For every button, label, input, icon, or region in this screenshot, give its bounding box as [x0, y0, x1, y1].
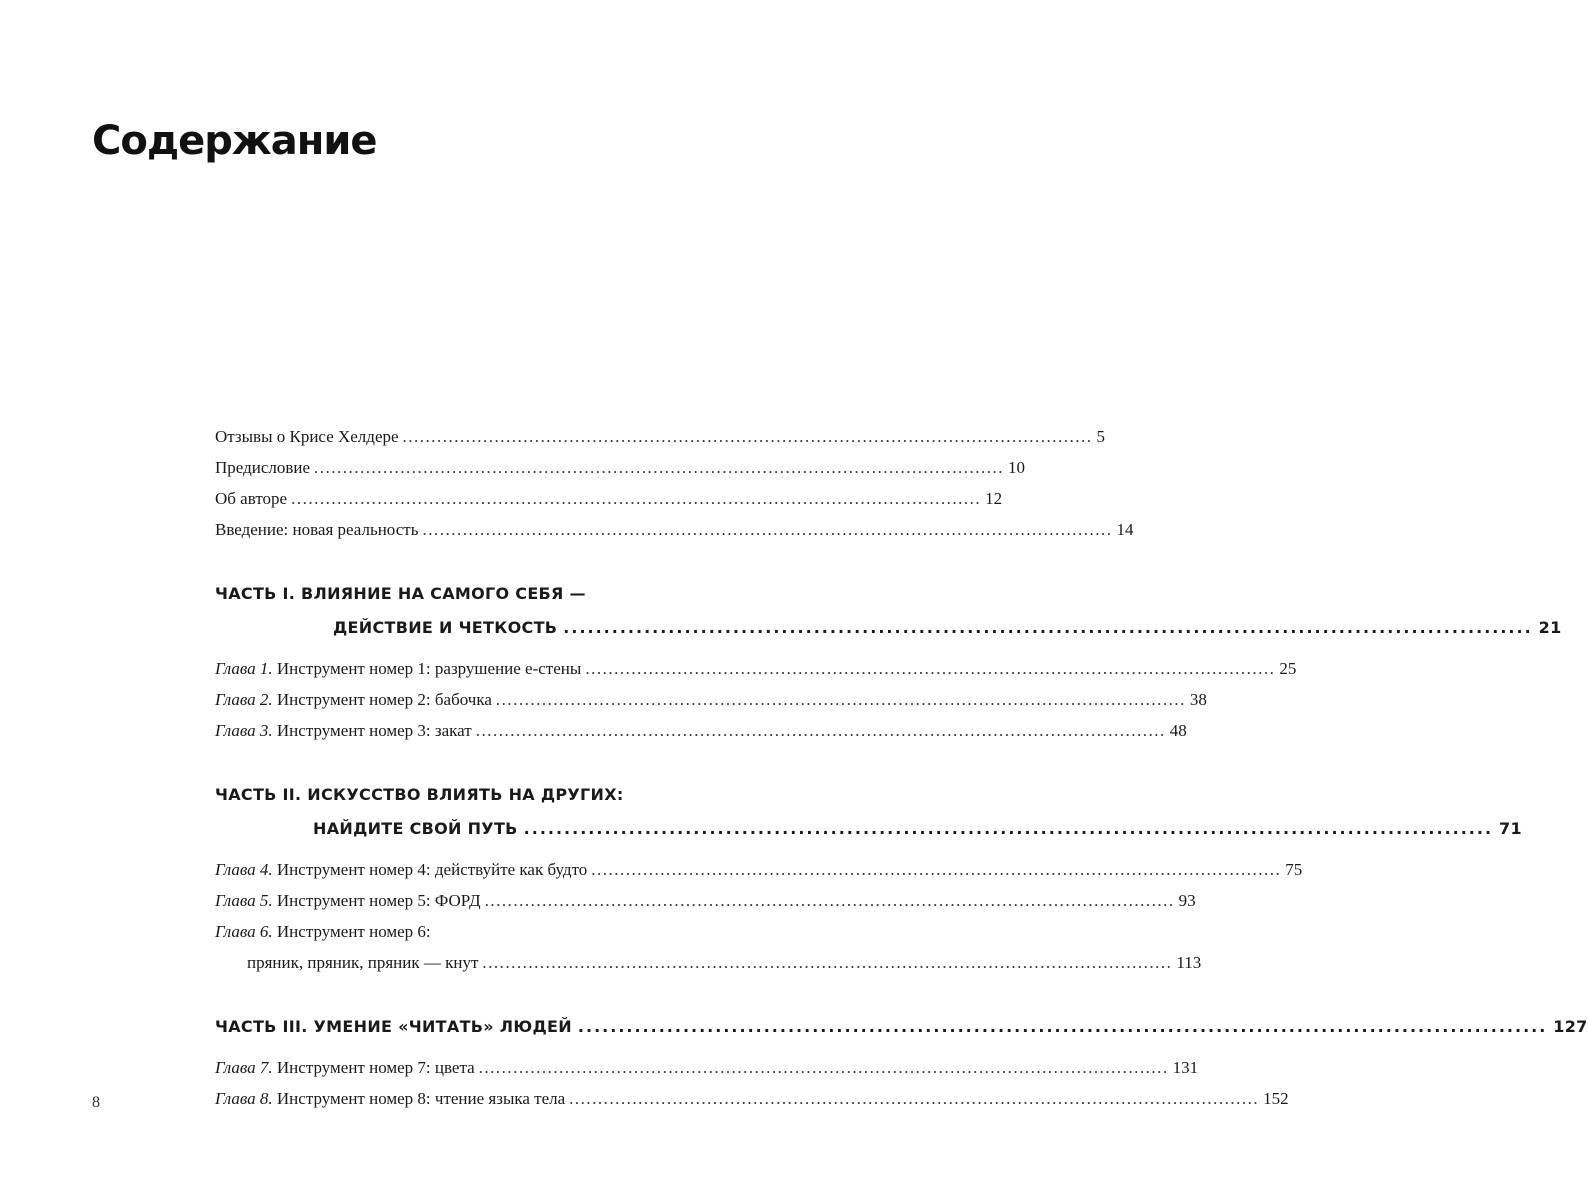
toc-page-number: 38 — [1189, 690, 1207, 709]
toc-chapter-6[interactable] — [215, 916, 802, 947]
toc-entry-text — [215, 715, 472, 746]
toc-entry-text: Об авторе — [215, 489, 288, 508]
toc-page-number: 25 — [1279, 659, 1297, 678]
leader-dots: ........................................................................................................................ — [291, 489, 982, 508]
part-heading-text: НАЙДИТЕ СВОЙ ПУТЬ — [313, 819, 518, 838]
chapter-label: Глава 7. — [215, 1058, 273, 1077]
toc-page-number: 93 — [1178, 891, 1196, 910]
toc-page-number: 113 — [1176, 953, 1202, 972]
toc-entry-reviews[interactable] — [215, 421, 1106, 452]
toc-page-number: 71 — [1499, 819, 1522, 838]
leader-dots: ........................................................................................................................ — [482, 953, 1173, 972]
toc-chapter-2[interactable] — [215, 684, 1207, 715]
leader-dots: ........................................................................................................................ — [591, 860, 1282, 879]
toc-entry-text — [215, 653, 581, 684]
chapter-title: Инструмент номер 8: чтение языка тела — [272, 1089, 566, 1108]
chapter-title: Инструмент номер 5: ФОРД — [272, 891, 481, 910]
toc-entry-text — [215, 684, 492, 715]
toc-entry-text — [215, 916, 431, 947]
leader-dots: ........................................................................................................................ — [478, 1058, 1169, 1077]
chapter-title: Инструмент номер 1: разрушение е-стены — [272, 659, 582, 678]
toc-chapter-5[interactable] — [215, 885, 1196, 916]
part-heading[interactable] — [215, 1010, 1588, 1044]
toc-chapter-8[interactable] — [215, 1083, 1289, 1114]
toc-part-3 — [215, 1010, 1588, 1114]
leader-dots: ........................................................................................................................ — [495, 690, 1186, 709]
toc-chapter-1[interactable] — [215, 653, 1297, 684]
toc-entry-about-author[interactable] — [215, 483, 1003, 514]
chapter-title: Инструмент номер 2: бабочка — [272, 690, 492, 709]
part-heading[interactable]: ЧАСТЬ II. ИСКУССТВО ВЛИЯТЬ НА ДРУГИХ: — [215, 785, 624, 804]
toc-page-number: 48 — [1169, 721, 1187, 740]
leader-dots: ........................................................................................................................ — [563, 618, 1533, 637]
chapter-label: Глава 4. — [215, 860, 273, 879]
toc-chapter-7[interactable] — [215, 1052, 1199, 1083]
toc-page-number: 127 — [1553, 1017, 1588, 1036]
toc-entry-text: Предисловие — [215, 458, 311, 477]
toc-page-number: 75 — [1285, 860, 1303, 879]
toc-entry-text — [215, 1052, 475, 1083]
toc-page-number: 21 — [1538, 618, 1562, 637]
chapter-label: Глава 3. — [215, 721, 273, 740]
toc-chapter-4[interactable] — [215, 854, 1303, 885]
toc-entry-introduction[interactable] — [215, 514, 1134, 545]
leader-dots: ........................................................................................................................ — [475, 721, 1166, 740]
leader-dots: ........................................................................................................................ — [523, 819, 1494, 838]
table-of-contents — [215, 421, 1588, 1114]
toc-entry-text: Введение: новая реальность — [215, 520, 419, 539]
chapter-label: Глава 1. — [215, 659, 273, 678]
page-title: Содержание — [92, 118, 377, 164]
leader-dots: ........................................................................................................................ — [422, 520, 1113, 539]
chapter-title: Инструмент номер 6: — [272, 922, 431, 941]
chapter-label: Глава 8. — [215, 1089, 273, 1108]
chapter-title: Инструмент номер 3: закат — [272, 721, 472, 740]
toc-entry-text — [215, 854, 587, 885]
toc-page-number: 5 — [1096, 427, 1106, 446]
leader-dots: ........................................................................................................................ — [577, 1017, 1548, 1036]
part-heading-text: ЧАСТЬ III. УМЕНИЕ «ЧИТАТЬ» ЛЮДЕЙ — [215, 1017, 572, 1036]
part-heading-continued[interactable] — [215, 611, 1562, 645]
toc-chapter-6-continued[interactable] — [215, 947, 1202, 978]
toc-part-1 — [215, 577, 1562, 746]
toc-entry-text: Отзывы о Крисе Хелдере — [215, 427, 399, 446]
toc-entry-text — [215, 885, 481, 916]
leader-dots: ........................................................................................................................ — [585, 659, 1276, 678]
chapter-label: Глава 6. — [215, 922, 273, 941]
chapter-label: Глава 2. — [215, 690, 273, 709]
page-number: 8 — [92, 1094, 100, 1111]
chapter-title: Инструмент номер 7: цвета — [272, 1058, 475, 1077]
toc-page-number: 10 — [1008, 458, 1026, 477]
toc-entry-text — [215, 1083, 565, 1114]
leader-dots: ........................................................................................................................ — [569, 1089, 1260, 1108]
chapter-label: Глава 5. — [215, 891, 273, 910]
chapter-title: Инструмент номер 4: действуйте как будто — [272, 860, 588, 879]
toc-page-number: 14 — [1116, 520, 1134, 539]
toc-chapter-3[interactable] — [215, 715, 1187, 746]
toc-part-2 — [215, 778, 1522, 978]
part-heading-continued[interactable] — [215, 812, 1522, 846]
leader-dots: ........................................................................................................................ — [314, 458, 1005, 477]
part-heading-text: ДЕЙСТВИЕ И ЧЕТКОСТЬ — [333, 618, 558, 637]
leader-dots: ........................................................................................................................ — [402, 427, 1093, 446]
leader-dots: ........................................................................................................................ — [484, 891, 1175, 910]
part-heading[interactable]: ЧАСТЬ I. ВЛИЯНИЕ НА САМОГО СЕБЯ — — [215, 584, 586, 603]
chapter-title-continued: пряник, пряник, пряник — кнут — [247, 953, 479, 972]
toc-page-number: 131 — [1172, 1058, 1199, 1077]
toc-page-number: 12 — [985, 489, 1003, 508]
toc-entry-preface[interactable] — [215, 452, 1026, 483]
toc-page-number: 152 — [1263, 1089, 1289, 1108]
